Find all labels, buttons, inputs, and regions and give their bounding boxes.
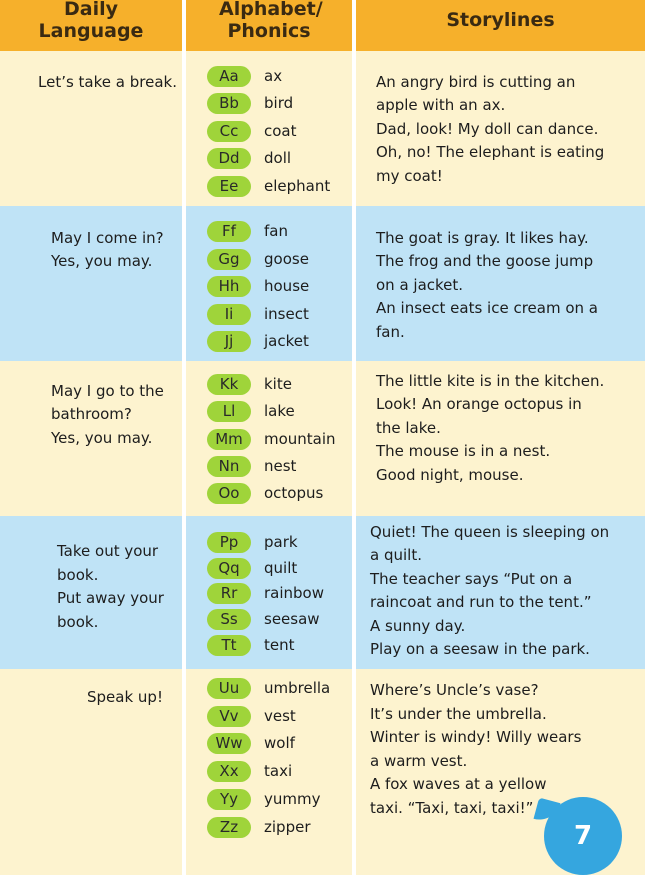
phonics-word: house — [264, 277, 310, 295]
storyline-line: Winter is windy! Willy wears — [370, 728, 582, 746]
daily-language-line: book. — [57, 566, 99, 584]
phonics-word: ax — [264, 67, 283, 85]
storyline-line: An insect eats ice cream on a — [376, 299, 598, 317]
storyline-line: the lake. — [376, 419, 441, 437]
phonics-word: bird — [264, 94, 294, 112]
daily-language-line: Yes, you may. — [51, 429, 153, 447]
phonics-word: tent — [264, 636, 295, 654]
phonics-word: park — [264, 533, 298, 551]
phonics-word: insect — [264, 305, 309, 323]
storyline-line: A sunny day. — [370, 617, 466, 635]
letter-pill: Ff — [207, 221, 251, 242]
letter-pill: Ee — [207, 176, 251, 197]
phonics-word: yummy — [264, 790, 321, 808]
letter-pill: Gg — [207, 249, 251, 270]
storyline-line: Quiet! The queen is sleeping on — [370, 523, 610, 541]
storyline-line: Good night, mouse. — [376, 466, 524, 484]
letter-pill: Qq — [207, 558, 251, 579]
storyline-line: a warm vest. — [370, 752, 468, 770]
phonics-word: lake — [264, 402, 295, 420]
letter-pill: Ll — [207, 401, 251, 422]
storyline-line: Play on a seesaw in the park. — [370, 640, 590, 658]
header-phonics-label: Alphabet/ Phonics — [219, 0, 323, 42]
letter-pill: Vv — [207, 706, 251, 727]
header-daily-language — [0, 0, 182, 51]
phonics-word: doll — [264, 149, 292, 167]
table-header — [0, 0, 645, 51]
phonics-word: seesaw — [264, 610, 320, 628]
phonics-word: octopus — [264, 484, 324, 502]
storyline-line: raincoat and run to the tent.” — [370, 593, 592, 611]
storyline-line: taxi. “Taxi, taxi, taxi!” — [370, 799, 534, 817]
daily-language-line: bathroom? — [51, 405, 132, 423]
storyline-line: The little kite is in the kitchen. — [376, 372, 605, 390]
header-storylines-label: Storylines — [446, 8, 555, 31]
daily-language-line: Speak up! — [87, 688, 163, 706]
header-storylines — [356, 0, 645, 51]
storyline-line: Where’s Uncle’s vase? — [370, 681, 539, 699]
letter-pill: Hh — [207, 276, 251, 297]
phonics-word: wolf — [264, 734, 295, 752]
phonics-word: nest — [264, 457, 297, 475]
letter-pill: Oo — [207, 483, 251, 504]
daily-language-line: book. — [57, 613, 99, 631]
letter-pill: Bb — [207, 93, 251, 114]
daily-language-line: Yes, you may. — [51, 252, 153, 270]
storyline-line: It’s under the umbrella. — [370, 705, 547, 723]
letter-pill: Aa — [207, 66, 251, 87]
phonics-word: taxi — [264, 762, 293, 780]
letter-pill: Rr — [207, 583, 251, 604]
storyline-line: A fox waves at a yellow — [370, 775, 547, 793]
phonics-word: rainbow — [264, 584, 324, 602]
phonics-word: coat — [264, 122, 297, 140]
storyline-line: fan. — [376, 323, 405, 341]
storyline-line: on a jacket. — [376, 276, 464, 294]
page-number-badge: 7 — [544, 797, 622, 875]
phonics-word: goose — [264, 250, 309, 268]
letter-pill: Zz — [207, 817, 251, 838]
header-phonics — [186, 0, 352, 51]
letter-pill: Ss — [207, 609, 251, 630]
storyline-line: The mouse is in a nest. — [376, 442, 551, 460]
phonics-word: quilt — [264, 559, 298, 577]
letter-pill: Ii — [207, 304, 251, 325]
storyline-line: my coat! — [376, 167, 443, 185]
column-divider — [182, 51, 186, 875]
storyline-line: Look! An orange octopus in — [376, 395, 582, 413]
storyline-line: apple with an ax. — [376, 96, 506, 114]
phonics-word: mountain — [264, 430, 336, 448]
phonics-word: kite — [264, 375, 292, 393]
letter-pill: Xx — [207, 761, 251, 782]
letter-pill: Tt — [207, 635, 251, 656]
storyline-line: The frog and the goose jump — [376, 252, 594, 270]
letter-pill: Mm — [207, 429, 251, 450]
phonics-word: elephant — [264, 177, 331, 195]
storyline-line: The teacher says “Put on a — [370, 570, 573, 588]
letter-pill: Yy — [207, 789, 251, 810]
column-divider — [352, 51, 356, 875]
letter-pill: Pp — [207, 532, 251, 553]
daily-language-line: May I come in? — [51, 229, 164, 247]
storyline-line: An angry bird is cutting an — [376, 73, 576, 91]
storyline-line: Oh, no! The elephant is eating — [376, 143, 605, 161]
letter-pill: Uu — [207, 678, 251, 699]
letter-pill: Dd — [207, 148, 251, 169]
daily-language-line: Put away your — [57, 589, 164, 607]
storyline-line: a quilt. — [370, 546, 422, 564]
phonics-word: vest — [264, 707, 296, 725]
phonics-word: zipper — [264, 818, 311, 836]
phonics-word: jacket — [264, 332, 309, 350]
letter-pill: Kk — [207, 374, 251, 395]
letter-pill: Nn — [207, 456, 251, 477]
phonics-word: umbrella — [264, 679, 331, 697]
letter-pill: Jj — [207, 331, 251, 352]
phonics-word: fan — [264, 222, 288, 240]
daily-language-line: May I go to the — [51, 382, 164, 400]
letter-pill: Ww — [207, 733, 251, 754]
daily-language-line: Let’s take a break. — [38, 73, 177, 91]
daily-language-line: Take out your — [57, 542, 159, 560]
storyline-line: The goat is gray. It likes hay. — [376, 229, 589, 247]
header-daily-language-label: Daily Language — [38, 0, 144, 42]
letter-pill: Cc — [207, 121, 251, 142]
storyline-line: Dad, look! My doll can dance. — [376, 120, 599, 138]
